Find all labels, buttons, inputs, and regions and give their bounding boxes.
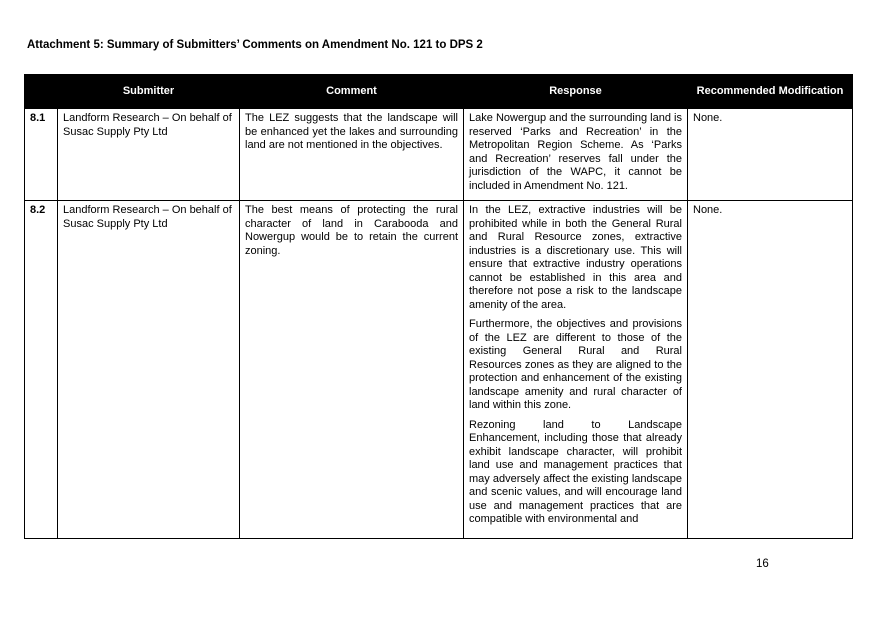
response-paragraph: In the LEZ, extractive industries will be prohibited while in both the General Rural and Rural Resource zones, extractive industries is a discretionary use. This will ensure that extractive industry operations cannot be established in this area and therefore not pose a risk to the landscape amenity of the area. bbox=[469, 204, 682, 311]
row-number: 8.2 bbox=[25, 201, 58, 539]
header-modification: Recommended Modification bbox=[688, 75, 853, 109]
header-comment: Comment bbox=[240, 75, 464, 109]
header-submitter: Submitter bbox=[58, 75, 240, 109]
row-submitter: Landform Research – On behalf of Susac Supply Pty Ltd bbox=[58, 109, 240, 201]
document-title: Attachment 5: Summary of Submitters’ Comments on Amendment No. 121 to DPS 2 bbox=[27, 39, 483, 51]
table-row bbox=[25, 109, 853, 201]
submissions-table bbox=[24, 74, 853, 539]
header-response: Response bbox=[464, 75, 688, 109]
page-number: 16 bbox=[756, 558, 769, 570]
row-modification: None. bbox=[688, 201, 853, 539]
row-comment: The LEZ suggests that the landscape will be enhanced yet the lakes and surrounding land are not mentioned in the objectives. bbox=[240, 109, 464, 201]
row-comment: The best means of protecting the rural character of land in Carabooda and Nowergup would be to retain the current zoning. bbox=[240, 201, 464, 539]
response-paragraph: Rezoning land to Landscape Enhancement, including those that already exhibit landscape character, will prohibit land use and management practices that may adversely affect the existing landscape and scenic values, and will encourage land use and management practices that are compatible with environmental and bbox=[469, 418, 682, 525]
row-submitter: Landform Research – On behalf of Susac Supply Pty Ltd bbox=[58, 201, 240, 539]
row-number: 8.1 bbox=[25, 109, 58, 201]
response-paragraph: Furthermore, the objectives and provisions of the LEZ are different to those of the existing General Rural and Rural Resources zones as they are aligned to the protection and enhancement of the existing landscape amenity and rural character of land within this zone. bbox=[469, 318, 682, 411]
row-response bbox=[464, 109, 688, 201]
table-row bbox=[25, 201, 853, 539]
response-paragraph: Lake Nowergup and the surrounding land is reserved ‘Parks and Recreation’ in the Metropolitan Region Scheme. As ‘Parks and Recreation’ reserves fall under the jurisdiction of the WAPC, it cannot be included in Amendment No. 121. bbox=[469, 112, 682, 192]
row-modification: None. bbox=[688, 109, 853, 201]
row-response bbox=[464, 201, 688, 539]
table-header-row bbox=[25, 75, 853, 109]
header-number bbox=[25, 75, 58, 109]
